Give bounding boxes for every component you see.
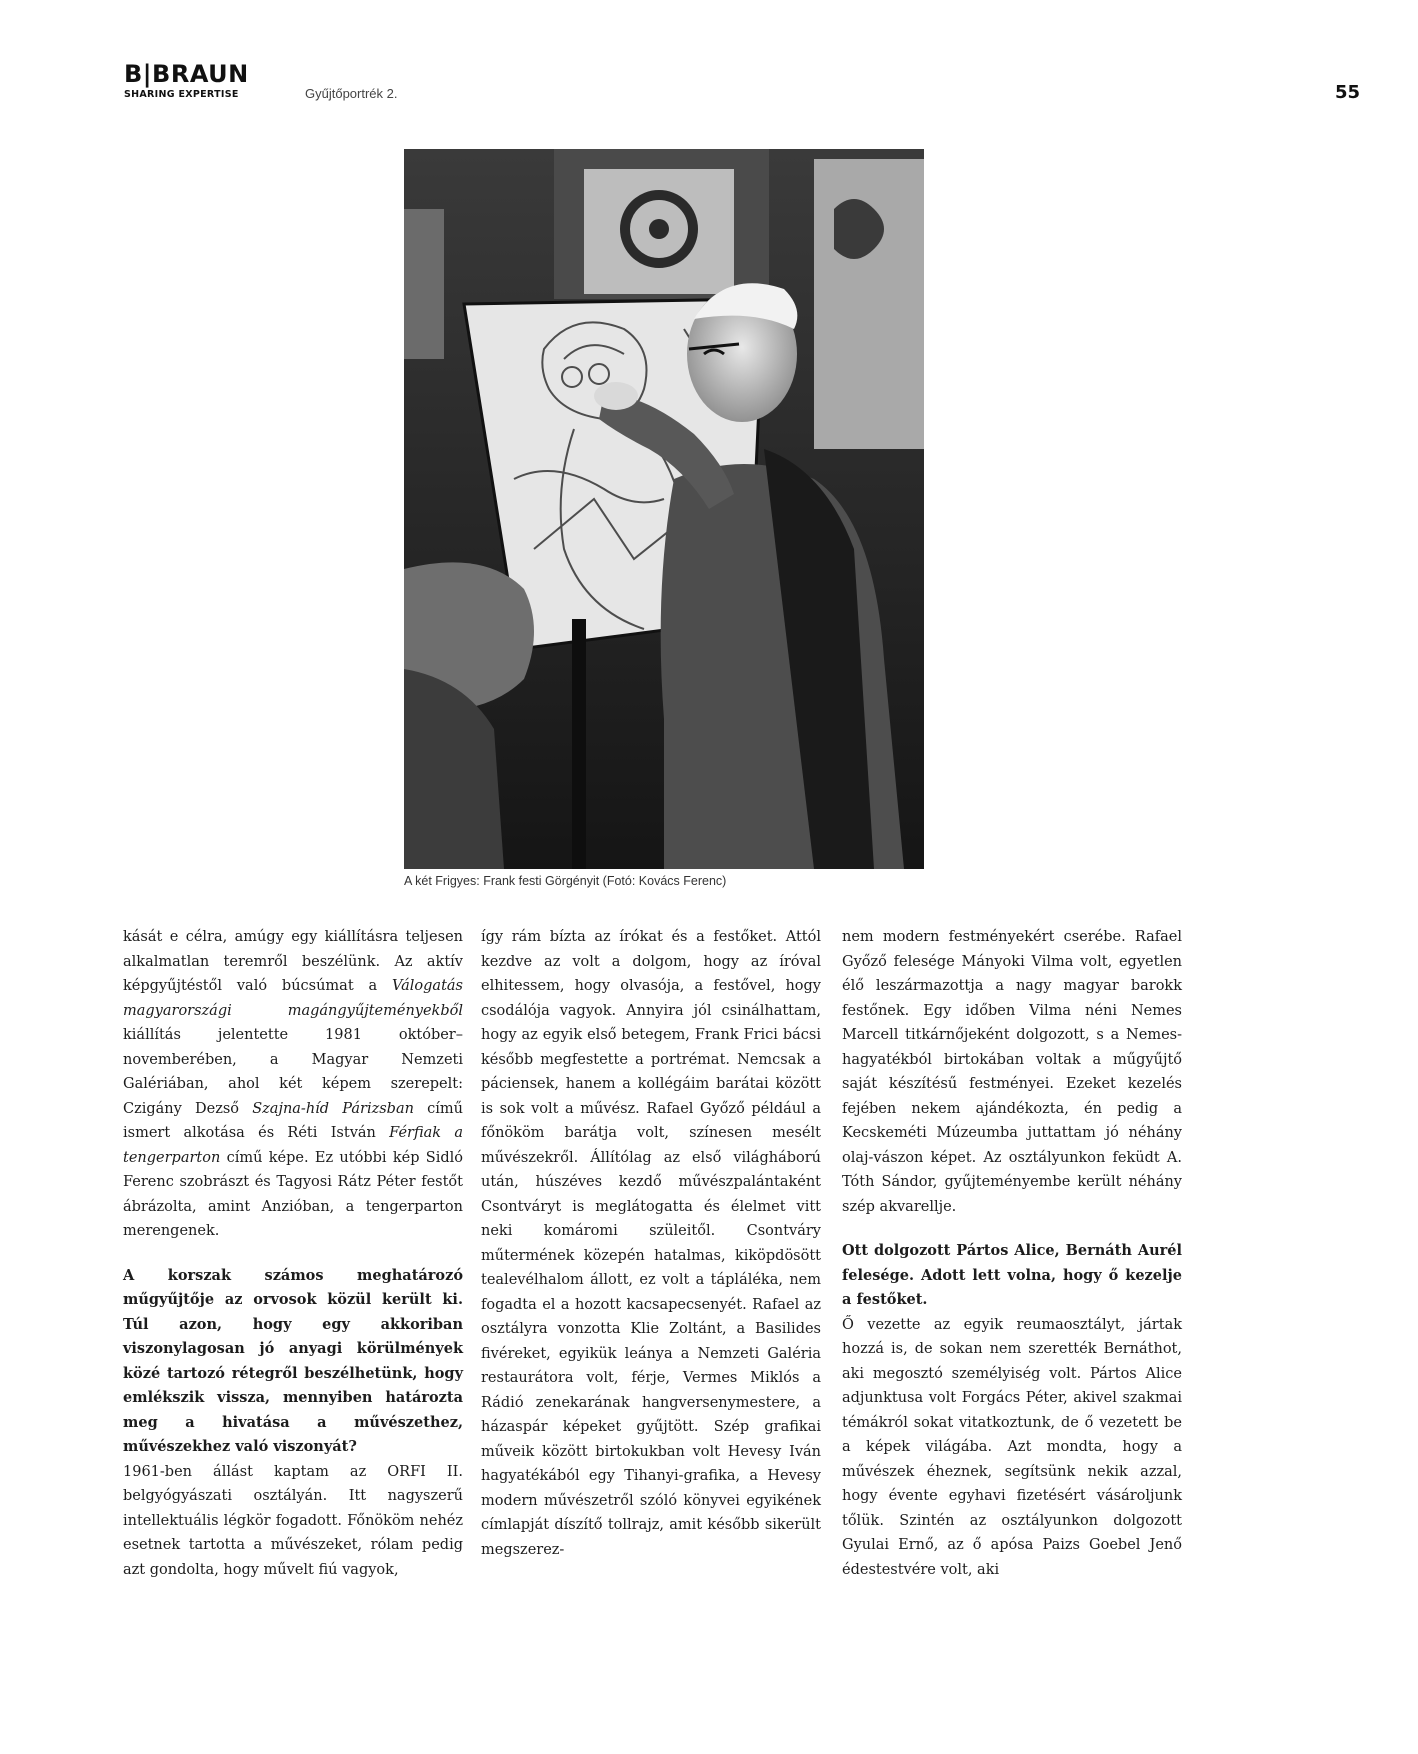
logo-tagline: SHARING EXPERTISE <box>124 89 239 100</box>
interview-question: A korszak számos meghatározó műgyűjtője az orvosok közül került ki. Túl azon, hogy egy akkoriban viszonylagosan jó anyagi körülmények közé tartozó rétegről beszélhetünk, hogy emlékszik vissza, mennyiben határozta meg a hivatása a művészethez, művészekhez való viszonyát? <box>123 1266 463 1455</box>
interview-answer: nem modern festményekért cserébe. Rafael Győző felesége Mányoki Vilma volt, egyetlen élő leszármazottja a nagy magyar barokk festőnek. Egy időben Vilma néni Nemes Marcell titkárnőjeként dolgozott, s a Nemes-hagyatékból birtokában voltak a műgyűjtő saját készítésű festményei. Ezeket kezelés fejében nekem ajándékozta, én pedig a Kecskeméti Múzeumba juttattam jó néhány olaj-vászon képet. Az osztályunkon feküdt A. Tóth Sándor, gyűjteményembe került néhány szép akvarellje. <box>842 929 1182 1215</box>
text-column-2 <box>481 925 821 1562</box>
interview-answer: így rám bízta az írókat és a festőket. Attól kezdve az volt a dolgom, hogy az íróval elhitessem, hogy olvasója, a festővel, hogy csodálója vagyok. Annyira jól csinálhattam, hogy az egyik első betegem, Frank Frici bácsi később megfestette a portrémat. Nemcsak a páciensek, hanem a kollégáim barátai között is sok volt a művész. Rafael Győző például a főnököm barátja volt, színesen mesélt művészekről. Állítólag az első világháború után, húszéves kezdő művészpalántaként Csontváryt is meglátogatta és élelmet vitt neki komáromi szüleitől. Csontváry műtermének közepén hatalmas, kiköpdösött tealevélhalom állott, ez volt a tápláléka, nem fogadta el a hozott kacsapecsenyét. Rafael az osztályra vonzotta Klie Zoltánt, a Basilides fivéreket, egyikük leánya a Nemzeti Galéria restaurátora volt, férje, Vermes Miklós a Rádió zenekarának hangversenymestere, a házaspár képeket gyűjtött. Szép grafikai műveik között birtokukban volt Hevesy Iván hagyatékából egy Tihanyi-grafika, a Hevesy modern művészetről szóló könyvei egyikének címlapját díszítő tollrajz, amit később sikerült megszerez- <box>481 929 821 1558</box>
page-number: 55 <box>1334 82 1360 103</box>
paragraph-text: című ismert alkotása és Réti István <box>123 1100 463 1141</box>
photo-caption: A két Frigyes: Frank festi Görgényit (Fotó: Kovács Ferenc) <box>404 874 727 888</box>
exhibition-title: Válogatás magyarországi magángyűjteményekből <box>123 978 463 1019</box>
artwork-title: Szajna-híd Párizsban <box>252 1100 414 1117</box>
paragraph <box>123 925 463 1244</box>
braun-logo <box>124 62 249 100</box>
text-column-3 <box>842 925 1182 1582</box>
artwork-title: Férfiak a tengerparton <box>123 1125 463 1166</box>
series-title: Gyűjtőportrék 2. <box>305 86 398 101</box>
paragraph-text: kiállítás jelentette 1981 október–novemberében, a Magyar Nemzeti Galériában, ahol két képem szerepelt: Czigány Dezső <box>123 1027 463 1117</box>
interview-answer: Ő vezette az egyik reumaosztályt, jártak hozzá is, de sokan nem szerették Bernáthot, aki megosztó személyiség volt. Pártos Alice adjunktusa volt Forgács Péter, akivel szakmai témákról sokat vitatkoztunk, de ő vezetett be a képek világába. Azt mondta, hogy a művészek éheznek, segítsünk nekik azzal, hogy évente egyhavi fizetésért vásároljunk tőlük. Szintén az osztályunkon dolgozott Gyulai Ernő, az ő apósa Paizs Goebel Jenő édestestvére volt, aki <box>842 1316 1182 1578</box>
paragraph-text: kását e célra, amúgy egy kiállításra teljesen alkalmatlan teremről beszélünk. Az aktív képgyűjtéstől való búcsúmat a <box>123 929 463 994</box>
logo-wordmark: B|BRAUN <box>124 60 249 88</box>
interview-question: Ott dolgozott Pártos Alice, Bernáth Aurél felesége. Adott lett volna, hogy ő kezelje a festőket. <box>842 1242 1182 1308</box>
interview-answer: 1961-ben állást kaptam az ORFI II. belgyógyászati osztályán. Itt nagyszerű intellektuális légkör fogadott. Főnököm nehéz esetnek tartotta a művészeket, rólam pedig azt gondolta, hogy művelt fiú vagyok, <box>123 1463 463 1578</box>
paragraph-text: című képe. Ez utóbbi kép Sidló Ferenc szobrászt és Tagyosi Rátz Péter festőt ábrázolta, amint Anzióban, a tengerparton merengenek. <box>123 1149 463 1239</box>
text-column-1 <box>123 925 463 1582</box>
artist-photo <box>404 149 924 869</box>
